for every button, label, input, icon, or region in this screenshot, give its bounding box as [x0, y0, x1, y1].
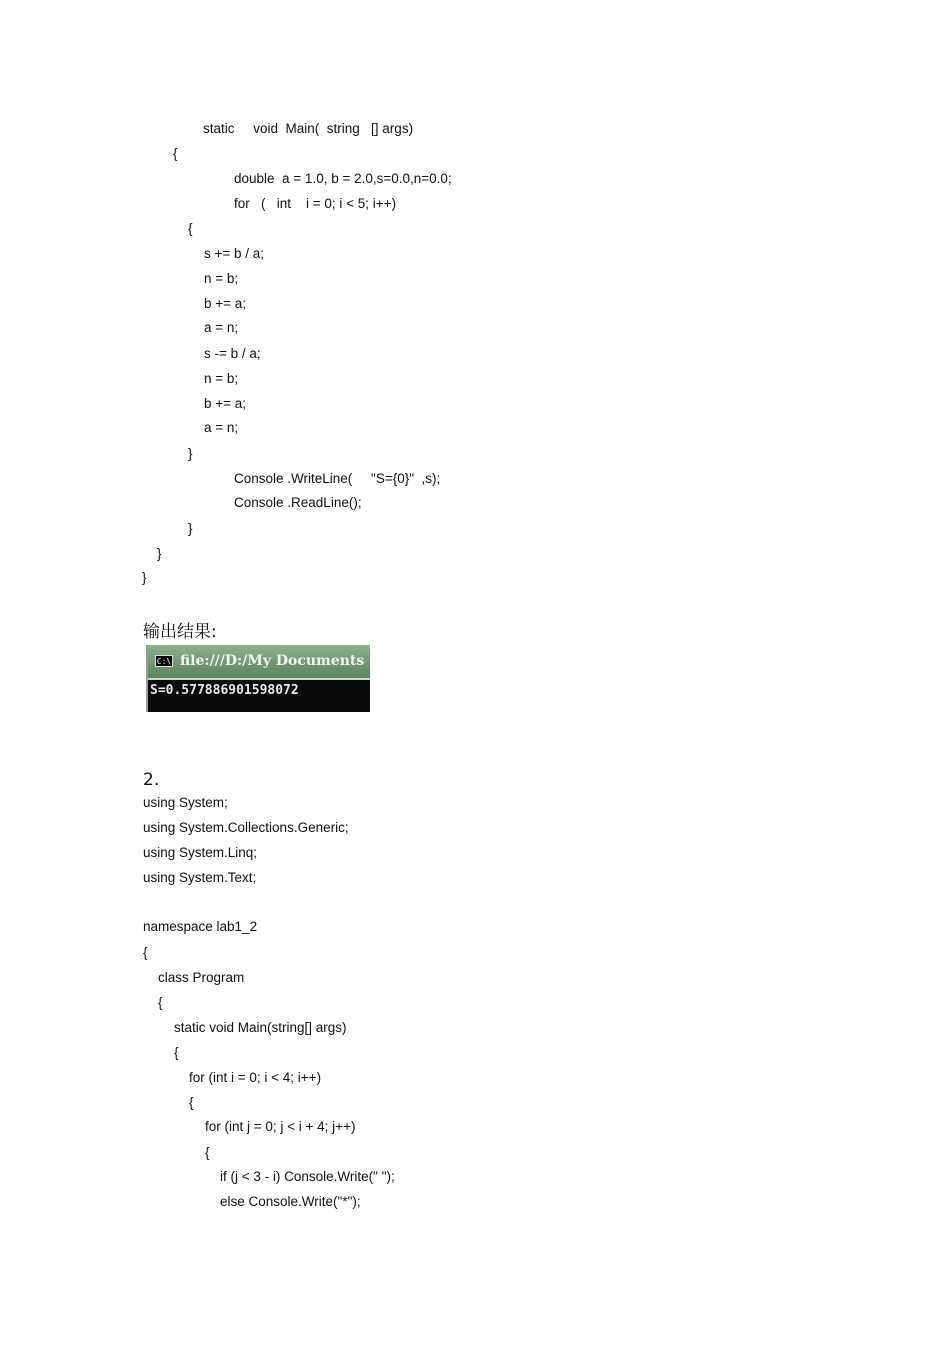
code-line: {	[174, 1045, 179, 1060]
code-line: for (int i = 0; i < 4; i++)	[189, 1070, 322, 1085]
code-line: }	[188, 446, 193, 461]
code-line: static void Main( string [] args)	[203, 121, 414, 136]
console-window	[146, 645, 370, 712]
code-line: {	[189, 1095, 194, 1110]
code-line: n = b;	[204, 271, 239, 286]
code-line: b += a;	[204, 296, 247, 311]
output-heading: 输出结果:	[143, 622, 217, 642]
code-line: using System.Linq;	[143, 845, 258, 860]
code-line: s -= b / a;	[204, 346, 261, 361]
code-line: {	[173, 146, 178, 161]
code-line: a = n;	[204, 420, 239, 435]
code-line: double a = 1.0, b = 2.0,s=0.0,n=0.0;	[234, 171, 452, 186]
code-line: else Console.Write("*");	[220, 1194, 361, 1209]
code-line: using System.Text;	[143, 870, 257, 885]
code-line: {	[188, 221, 193, 236]
console-output: S=0.577886901598072	[150, 683, 299, 698]
code-line: }	[188, 521, 193, 536]
code-line: for ( int i = 0; i < 5; i++)	[234, 196, 397, 211]
code-line: }	[157, 546, 162, 561]
code-line: {	[143, 945, 148, 960]
code-line: Console .WriteLine( "S={0}" ,s);	[234, 471, 441, 486]
code-line: using System.Collections.Generic;	[143, 820, 349, 835]
code-line: s += b / a;	[204, 246, 265, 261]
code-line: class Program	[158, 970, 245, 985]
code-line: {	[205, 1145, 210, 1160]
code-line: }	[142, 570, 147, 585]
code-line: static void Main(string[] args)	[174, 1020, 347, 1035]
code-line: using System;	[143, 795, 228, 810]
code-line: {	[158, 995, 163, 1010]
code-line: if (j < 3 - i) Console.Write(" ");	[220, 1169, 395, 1184]
console-icon: C:\	[156, 657, 172, 666]
code-line: a = n;	[204, 320, 239, 335]
code-line: n = b;	[204, 371, 239, 386]
console-titlebar	[148, 645, 370, 680]
code-line: for (int j = 0; j < i + 4; j++)	[205, 1119, 356, 1134]
section-number: 2.	[143, 770, 160, 790]
console-title: file:///D:/My Documents	[180, 653, 365, 669]
code-line: namespace lab1_2	[143, 919, 258, 934]
code-line: b += a;	[204, 396, 247, 411]
code-line: Console .ReadLine();	[234, 495, 362, 510]
